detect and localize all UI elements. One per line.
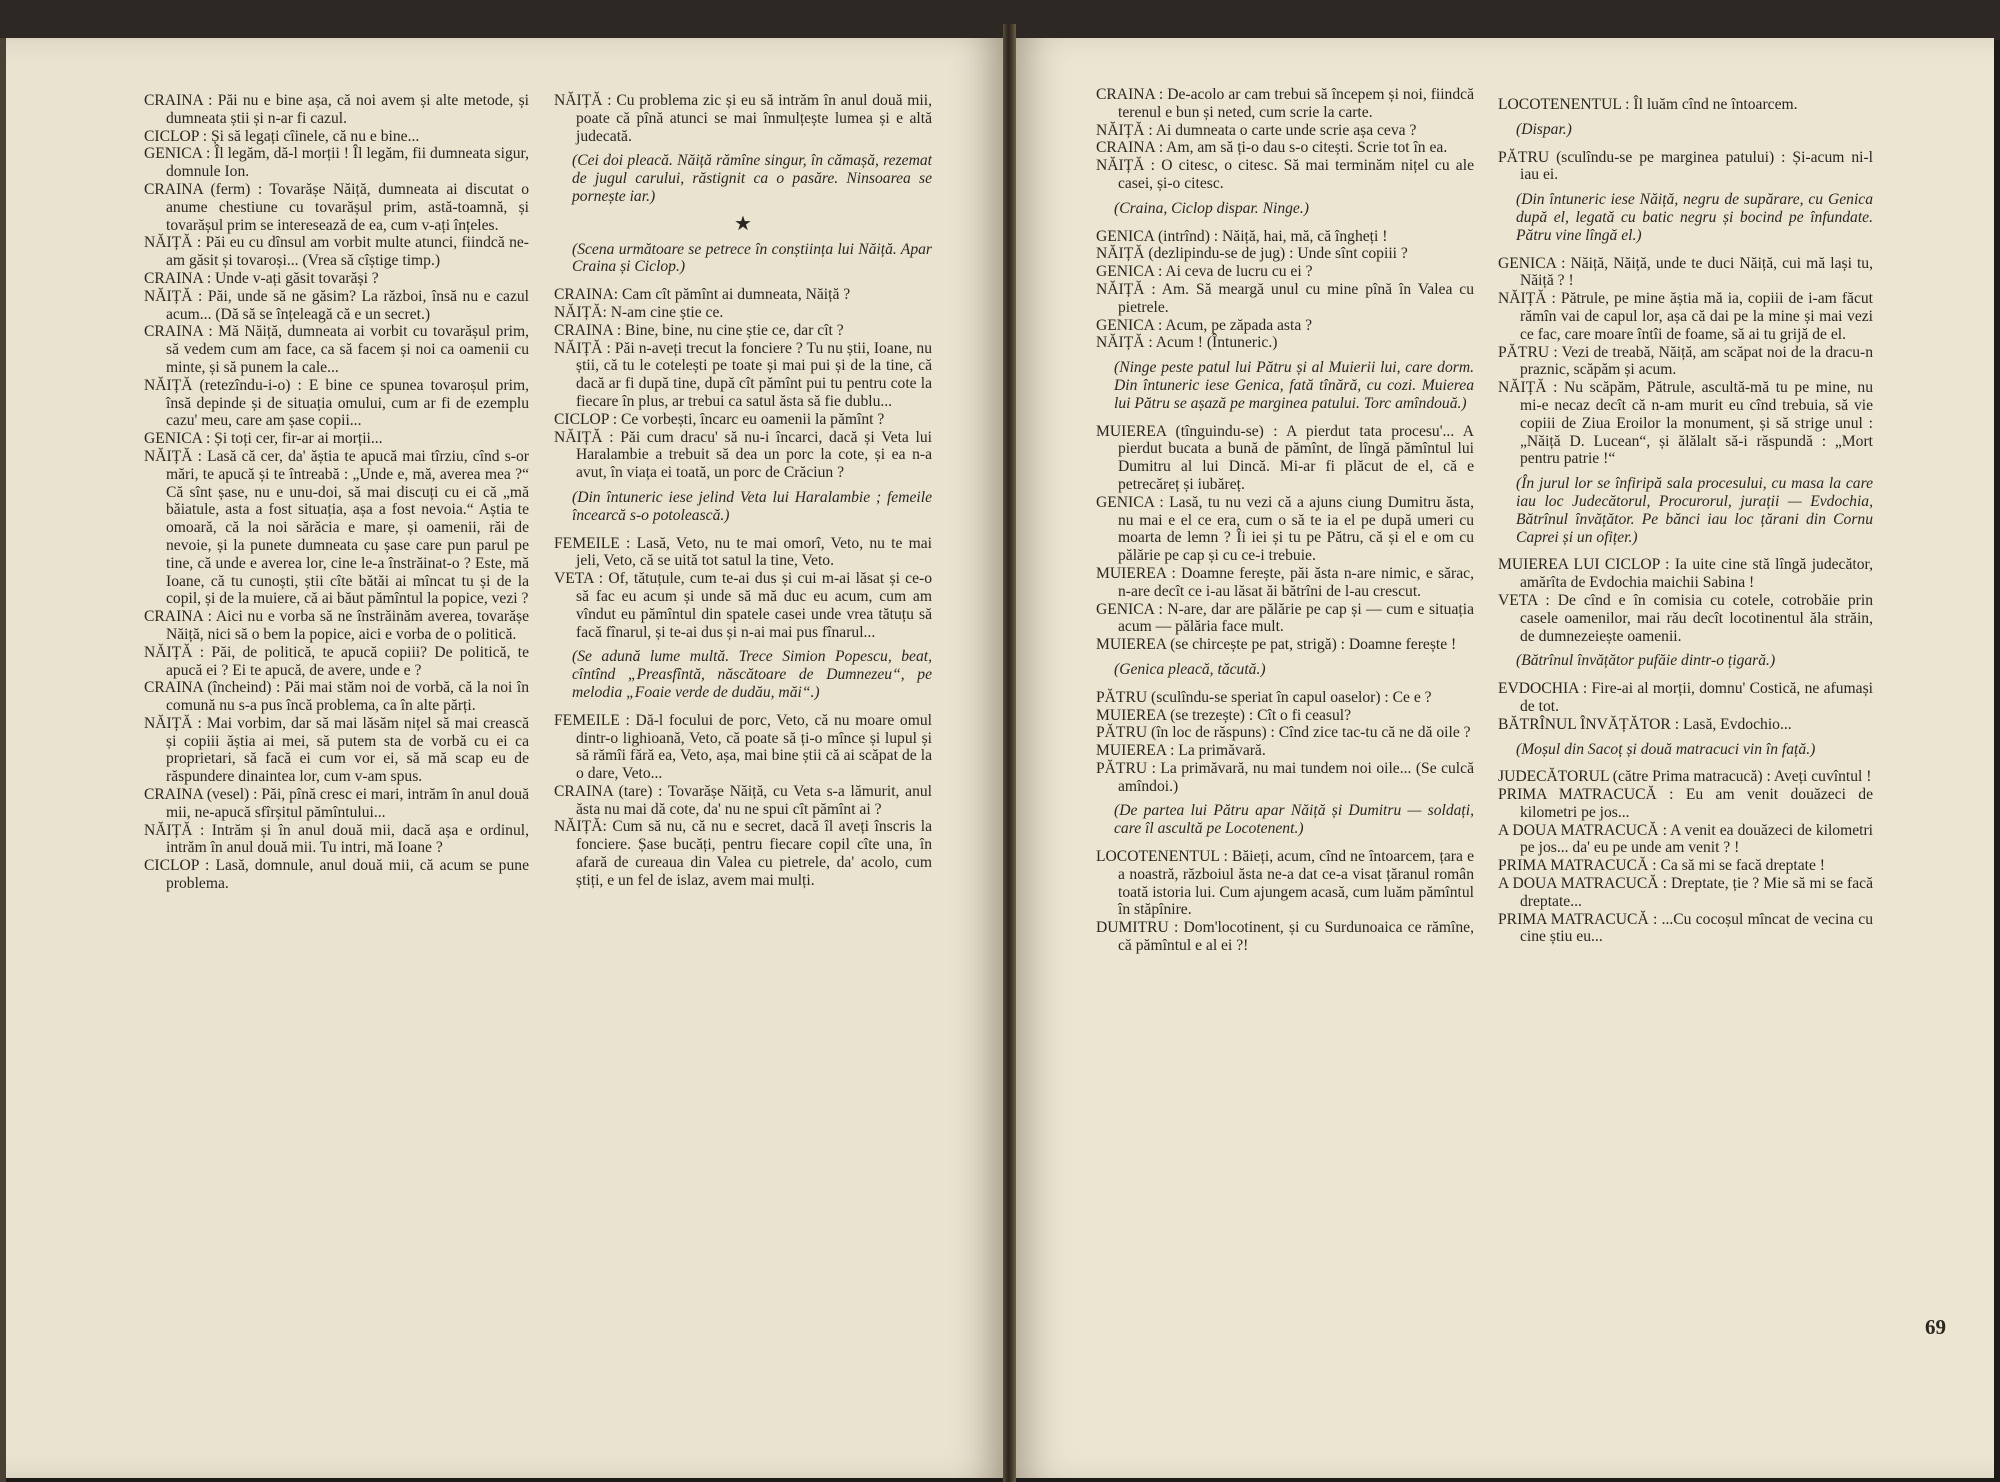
dialogue-line: NĂIȚĂ: Cum să nu, că nu e secret, dacă îl aveți înscris la fonciere. Șase bucăți, pentru fiecare copil cîte una, în afară de cureaua din Valea cu pietrele, da' acolo, cum știți, e un fel de islaz, avem mai mulți.: [554, 818, 932, 889]
dialogue-line: CRAINA : De-acolo ar cam trebui să începem și noi, fiindcă terenul e bun și neted, cum scrie la carte.: [1096, 86, 1474, 121]
background-top: [0, 0, 2000, 40]
dialogue-line: NĂIȚĂ : Păi n-aveți trecut la fonciere ? Tu nu știi, Ioane, nu știi, că tu le cotelești pe toate și mai pui și de la tine, că dacă ar fi după tine, după cît pămînt pui tu pentru cote la fiecare în plus, ar trebui ca satul ăsta să fie dublu...: [554, 339, 932, 410]
stage-direction: (În jurul lor se înfiripă sala procesului, cu masa la care iau loc Judecătorul, Procurorul, jurații — Evdochia, Bătrînul învățător. Pe bănci iau loc țărani din Cornu Caprei și un ofițer.): [1516, 475, 1873, 546]
dialogue-line: CICLOP : Lasă, domnule, anul două mii, că acum se pune problema.: [144, 857, 529, 893]
stage-direction: (Moșul din Sacoț și două matracuci vin în față.): [1516, 740, 1816, 758]
stage-direction: (Craina, Ciclop dispar. Ninge.): [1114, 199, 1309, 217]
dialogue-line: GENICA : Lasă, tu nu vezi că a ajuns ciung Dumitru ăsta, nu mai e el ce era, cum o să te ia el pe după umeri cu moarta de lemn ? Îi iei și tu pe Pătru, că și el e om cu pălărie pe cap și cu ce-i trebuie.: [1096, 493, 1474, 565]
dialogue-line: NĂIȚĂ : O citesc, o citesc. Să mai terminăm nițel cu ale casei, și-o citesc.: [1096, 157, 1474, 192]
dialogue-line: NĂIȚĂ : Am. Să meargă unul cu mine pînă în Valea cu pietrele.: [1096, 280, 1474, 316]
stage-direction: (Bătrînul învățător pufăie dintr-o țigară.): [1516, 652, 1776, 670]
stage-direction: (Genica pleacă, tăcută.): [1114, 660, 1266, 678]
dialogue-line: NĂIȚĂ : Acum ! (Întuneric.): [1096, 334, 1278, 352]
dialogue-line: GENICA : Ai ceva de lucru cu ei ?: [1096, 263, 1313, 281]
dialogue-line: PRIMA MATRACUCĂ : Eu am venit douăzeci de kilometri pe jos...: [1498, 786, 1873, 821]
dialogue-line: PĂTRU (în loc de răspuns) : Cînd zice tac-tu că ne dă oile ?: [1096, 724, 1471, 742]
dialogue-line: A DOUA MATRACUCĂ : A venit ea douăzeci de kilometri pe jos... da' eu pe unde am venit ? !: [1498, 821, 1873, 857]
dialogue-line: NĂIȚĂ : Păi, de politică, te apucă copiii? De politică, te apucă ei ? Ei te apucă, de avere, unde e ?: [144, 643, 529, 679]
stage-direction: (Se adună lume multă. Trece Simion Popescu, beat, cîntînd „Preasfîntă, născătoare de Dumnezeu“, pe melodia „Foaie verde de dudău, măi“.): [572, 648, 932, 701]
dialogue-line: PĂTRU (sculîndu-se speriat în capul oaselor) : Ce e ?: [1096, 688, 1432, 706]
dialogue-line: MUIEREA : Doamne ferește, păi ăsta n-are nimic, e sărac, n-are decît ce i-au lăsat ăi bătrîni de l-au crescut.: [1096, 564, 1474, 600]
dialogue-line: NĂIȚĂ : Mai vorbim, dar să mai lăsăm nițel să mai crească și copiii ăștia ai mei, să putem sta de vorbă cu ei ca proprietari, să facă ei cum vor ei, să mă scap eu de răspundere dinaintea lor, cum v-am spus.: [144, 714, 529, 786]
dialogue-line: CRAINA (ferm) : Tovarășe Năiță, dumneata ai discutat o anume chestiune cu tovarășul prim, astă-toamnă, și tovarășul prim se interesează de ea, cum v-ați înțeles.: [144, 180, 529, 234]
dialogue-line: VETA : Of, tătuțule, cum te-ai dus și cui m-ai lăsat și ce-o să fac eu acum și unde să mă duc eu acum, cum am vîndut eu pămîntul din spatele casei unde vrea tătuțu să facă fînarul, și te-ai dus și n-ai mai pus fînarul...: [554, 570, 932, 641]
stage-direction: (Cei doi pleacă. Năiță rămîne singur, în cămașă, rezemat de jugul carului, răstignit ca o pasăre. Ninsoarea se pornește iar.): [572, 152, 932, 205]
dialogue-line: DUMITRU : Dom'locotinent, și cu Surdunoaica ce rămîne, că pămîntul e al ei ?!: [1096, 919, 1474, 955]
stage-direction: (Dispar.): [1516, 120, 1572, 138]
dialogue-line: MUIEREA LUI CICLOP : Ia uite cine stă lîngă judecător, amărîta de Evdochia maichii Sabina !: [1498, 556, 1873, 592]
left-page-column-1: [144, 92, 529, 893]
dialogue-line: CRAINA : Păi nu e bine așa, că noi avem și alte metode, și dumneata știi și n-ar fi cazul.: [144, 92, 529, 127]
dialogue-line: MUIEREA (se trezește) : Cît o fi ceasul?: [1096, 706, 1352, 724]
dialogue-line: NĂIȚĂ : Păi, unde să ne găsim? La război, însă nu e cazul acum... (Dă să se înțeleagă că e un secret.): [144, 287, 529, 323]
dialogue-line: GENICA : Năiță, Năiță, unde te duci Năiță, cui mă lași tu, Năiță ? !: [1498, 254, 1873, 290]
dialogue-line: PĂTRU : Vezi de treabă, Năiță, am scăpat noi de la dracu-n praznic, scăpăm și acum.: [1498, 343, 1873, 379]
dialogue-line: EVDOCHIA : Fire-ai al morții, domnu' Costică, ne afumași de tot.: [1498, 680, 1873, 715]
left-page-column-2: [554, 92, 932, 890]
dialogue-line: CRAINA (încheind) : Păi mai stăm noi de vorbă, că la noi în comună nu s-a pus încă problema, ca în alte părți.: [144, 679, 529, 715]
dialogue-line: MUIEREA (se chircește pe pat, strigă) : Doamne ferește !: [1096, 636, 1457, 654]
dialogue-line: NĂIȚĂ : Ai dumneata o carte unde scrie așa ceva ?: [1096, 121, 1417, 139]
dialogue-line: CRAINA (tare) : Tovarășe Năiță, cu Veta s-a lămurit, anul ăsta nu mai dă cote, da' nu ne spui cît pămînt ai ?: [554, 782, 932, 818]
dialogue-line: LOCOTENENTUL : Îl luăm cînd ne întoarcem.: [1498, 96, 1798, 113]
dialogue-line: NĂIȚĂ : Nu scăpăm, Pătrule, ascultă-mă tu pe mine, nu mi-e necaz decît că n-am murit eu cînd trebuia, să vie copiii de Ziua Eroilor la monument, și să strige unul : „Năiță D. Lucean“, și ălălalt să-i răspundă : „Mort pentru patrie !“: [1498, 379, 1873, 468]
dialogue-line: CRAINA: Cam cît pămînt ai dumneata, Năiță ?: [554, 286, 851, 304]
dialogue-line: CRAINA : Am, am să ți-o dau s-o citești. Scrie tot în ea.: [1096, 139, 1448, 157]
page-number: 69: [1925, 1315, 1946, 1339]
dialogue-line: CICLOP : Și să legați cîinele, că nu e bine...: [144, 127, 420, 145]
left-page: [6, 38, 1003, 1478]
dialogue-line: CRAINA : Bine, bine, nu cine știe ce, dar cît ?: [554, 321, 844, 339]
dialogue-line: NĂIȚĂ : Păi cum dracu' să nu-i încarci, dacă și Veta lui Haralambie a trebuit să dea un porc la cote, și ea n-a avut, în viața ei toată, un porc de Crăciun ?: [554, 428, 932, 482]
dialogue-line: PRIMA MATRACUCĂ : ...Cu cocoșul mîncat de vecina cu cine știu eu...: [1498, 910, 1873, 946]
dialogue-line: BĂTRÎNUL ÎNVĂȚĂTOR : Lasă, Evdochio...: [1498, 715, 1792, 733]
dialogue-line: CRAINA : Unde v-ați găsit tovarăși ?: [144, 269, 379, 287]
dialogue-line: NĂIȚĂ : Pătrule, pe mine ăștia mă ia, copiii de i-am făcut rămîn vai de capul lor, așa că dai pe la mine și mai vezi ce fac, care moare întîi de foame, să ai tu grijă de el.: [1498, 290, 1873, 343]
dialogue-line: MUIEREA : La primăvară.: [1096, 742, 1266, 760]
stage-direction: (Din întuneric iese Năiță, negru de supărare, cu Genica după el, legată cu batic negru și bocind pe înfundate. Pătru vine lîngă el.): [1516, 191, 1873, 244]
dialogue-line: FEMEILE : Dă-l focului de porc, Veto, că nu moare omul dintr-o lighioană, Veto, că poate să ți-o mînce și lupul și să rămîi fără ea, Veto, așa, mai bine știi că ai scăpat de la o dare, Veto...: [554, 711, 932, 783]
dialogue-line: PĂTRU (sculîndu-se pe marginea patului) : Și-acum ni-l iau ei.: [1498, 148, 1873, 184]
dialogue-line: PRIMA MATRACUCĂ : Ca să mi se facă dreptate !: [1498, 857, 1825, 875]
scene-separator-star: ★: [734, 212, 752, 235]
right-page: [1016, 38, 1994, 1478]
book-spine: [1003, 24, 1016, 1482]
dialogue-line: JUDECĂTORUL (către Prima matracucă) : Aveți cuvîntul !: [1498, 768, 1872, 786]
stage-direction: (Ninge peste patul lui Pătru și al Muierii lui, care dorm. Din întuneric iese Genica, fată tînără, cu cozi. Muierea lui Pătru se așază pe marginea patului. Torc amîndouă.): [1114, 359, 1474, 412]
stage-direction: (De partea lui Pătru apar Năiță și Dumitru — soldați, care îl ascultă pe Locotenent.): [1114, 802, 1474, 838]
stage-direction: (Din întuneric iese jelind Veta lui Haralambie ; femeile încearcă s-o potolească.): [572, 488, 932, 524]
dialogue-line: GENICA : Îl legăm, dă-l morții ! Îl legăm, fii dumneata sigur, domnule Ion.: [144, 145, 529, 181]
dialogue-line: GENICA : Și toți cer, fir-ar ai morții...: [144, 430, 383, 448]
dialogue-line: LOCOTENENTUL : Băieți, acum, cînd ne întoarcem, țara e a noastră, războiul ăsta ne-a dat ce-a visat țăranul român toată istoria lui. Cum ajungem acasă, cum luăm pămîntul în stăpînire.: [1096, 848, 1474, 919]
right-page-column-1: [1096, 86, 1474, 955]
dialogue-line: NĂIȚĂ (retezîndu-i-o) : E bine ce spunea tovaroșul prim, însă depinde și de situația omului, cum ar fi de ezemplu cazu' meu, care am șase copii...: [144, 376, 529, 430]
dialogue-line: GENICA : Acum, pe zăpada asta ?: [1096, 316, 1313, 334]
dialogue-line: CRAINA : Mă Năiță, dumneata ai vorbit cu tovarășul prim, să vedem cum am face, ca să facem și noi ca oamenii cu minte, și să punem la cale...: [144, 323, 529, 376]
dialogue-line: CRAINA (vesel) : Păi, pînă cresc ei mari, intrăm în anul două mii, ne-apucă sfîrșitul pămîntului...: [144, 786, 529, 821]
right-page-column-2: [1498, 96, 1873, 946]
dialogue-line: NĂIȚĂ : Păi eu cu dînsul am vorbit multe atunci, fiindcă ne-am găsit și tovaroși... (Vrea să cîștige timp.): [144, 234, 529, 270]
dialogue-line: CRAINA : Aici nu e vorba să ne înstrăinăm averea, tovarășe Năiță, nici să o bem la popice, aici e vorba de o politică.: [144, 608, 529, 643]
dialogue-line: MUIEREA (tînguindu-se) : A pierdut tata procesu'... A pierdut bucata a bună de pămînt, de lîngă pămîntul lui Dumitru al lui Dincă. Mi-ar fi plăcut de el, că e petrecăreț și iubăreț.: [1096, 422, 1474, 493]
dialogue-line: NĂIȚĂ : Lasă că cer, da' ăștia te apucă mai tîrziu, cînd s-or mări, te apucă și te întreabă : „Unde e, mă, averea mea ?“ Că sînt șase, nu e unu-doi, să mai discuți cu ei că „mă băiatule, asta a fost situația, așa a fost nevoia.“ Aștia te omoară, că la noi sărăcia e mare, și oamenii, răi de nevoie, și la punete dumneata cu șase care pun parul pe tine, că unde e averea lor, cine le-a înstrăinat-o ? Este, mă Ioane, că tu cunoști, știi cîte bătăi ai mîncat tu și de la copil, și de la muiere, că ai băut pămîntul la popice, vezi ?: [144, 447, 529, 608]
dialogue-line: VETA : De cînd e în comisia cu cotele, cotrobăie prin casele oamenilor, mai rău decît locotinentul ăla străin, de dumnezeiește oamenii.: [1498, 591, 1873, 645]
dialogue-line: NĂIȚĂ : Intrăm și în anul două mii, dacă așa e ordinul, intrăm în anul două mii. Tu intri, mă Ioane ?: [144, 821, 529, 857]
stage-direction: (Scena următoare se petrece în conștiința lui Năiță. Apar Craina și Ciclop.): [572, 240, 932, 276]
dialogue-line: FEMEILE : Lasă, Veto, nu te mai omorî, Veto, nu te mai jeli, Veto, că se uită tot satul la tine, Veto.: [554, 534, 932, 570]
dialogue-line: NĂIȚĂ (dezlipindu-se de jug) : Unde sînt copiii ?: [1096, 245, 1408, 263]
dialogue-line: PĂTRU : La primăvară, nu mai tundem noi oile... (Se culcă amîndoi.): [1096, 759, 1474, 795]
dialogue-line: NĂIȚĂ: N-am cine știe ce.: [554, 303, 724, 321]
dialogue-line: NĂIȚĂ : Cu problema zic și eu să intrăm în anul două mii, poate că pînă atunci se mai înmulțește lumea și e altă judecată.: [554, 92, 932, 145]
dialogue-line: GENICA (intrînd) : Năiță, hai, mă, că îngheți !: [1096, 227, 1388, 245]
dialogue-line: CICLOP : Ce vorbești, încarc eu oamenii la pămînt ?: [554, 410, 885, 428]
dialogue-line: A DOUA MATRACUCĂ : Dreptate, ție ? Mie să mi se facă dreptate...: [1498, 875, 1873, 910]
dialogue-line: GENICA : N-are, dar are pălărie pe cap și — cum e situația acum — pălăria face mult.: [1096, 600, 1474, 636]
